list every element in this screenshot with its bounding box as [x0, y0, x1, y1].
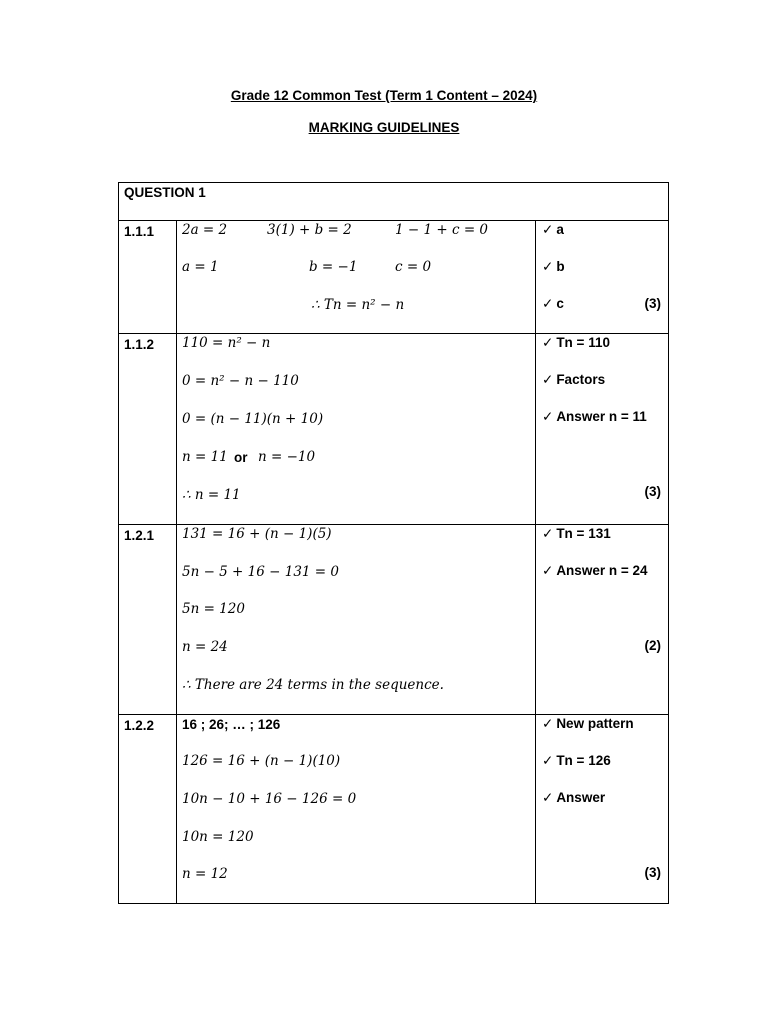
math-line: ∴ Tn = n² − n [311, 297, 405, 313]
question-number: 1.2.2 [119, 715, 177, 904]
mark-item: ✓ Answer n = 11 [542, 409, 647, 424]
mark-item: ✓ c [542, 296, 564, 311]
math-line: ∴ n = 11 [182, 487, 241, 503]
mark-total: (3) [644, 865, 662, 880]
working-cell [177, 715, 536, 904]
math-line: 10n = 120 [182, 829, 254, 845]
pattern-line: 16 ; 26; … ; 126 [182, 717, 281, 732]
marks-cell [536, 525, 669, 715]
check-icon: ✓ [542, 790, 554, 805]
mark-item: ✓ Factors [542, 372, 606, 387]
math-line: 5n = 120 [182, 601, 245, 617]
math-line: n = 11 [182, 449, 228, 465]
math-line: 0 = (n − 11)(n + 10) [182, 411, 324, 427]
question-heading: QUESTION 1 [119, 183, 669, 221]
math-line: 3(1) + b = 2 [267, 222, 352, 238]
math-line: ∴ There are 24 terms in the sequence. [182, 677, 444, 693]
check-icon: ✓ [542, 563, 554, 578]
check-icon: ✓ [542, 222, 554, 237]
math-line: 0 = n² − n − 110 [182, 373, 299, 389]
mark-item: ✓ Answer n = 24 [542, 563, 648, 578]
mark-total: (3) [644, 296, 662, 311]
document-subtitle: MARKING GUIDELINES [308, 120, 460, 135]
check-icon: ✓ [542, 409, 554, 424]
mark-item: ✓ b [542, 259, 565, 274]
check-icon: ✓ [542, 753, 554, 768]
marks-cell [536, 715, 669, 904]
check-icon: ✓ [542, 296, 554, 311]
table-row [119, 525, 669, 715]
question-number: 1.1.2 [119, 334, 177, 525]
math-line: 10n − 10 + 16 − 126 = 0 [182, 791, 357, 807]
math-line: 126 = 16 + (n − 1)(10) [182, 753, 341, 769]
math-line: 131 = 16 + (n − 1)(5) [182, 526, 332, 542]
mark-item: ✓ Tn = 131 [542, 526, 611, 541]
marking-table [118, 182, 669, 904]
mark-item: ✓ a [542, 222, 564, 237]
math-line: b = −1 [309, 259, 358, 275]
math-line: a = 1 [182, 259, 219, 275]
mark-item: ✓ Tn = 126 [542, 753, 611, 768]
or-text: or [234, 450, 248, 465]
check-icon: ✓ [542, 526, 554, 541]
math-line: 2a = 2 [182, 222, 228, 238]
check-icon: ✓ [542, 716, 554, 731]
table-row [119, 221, 669, 334]
working-cell [177, 334, 536, 525]
working-cell [177, 221, 536, 334]
question-number: 1.1.1 [119, 221, 177, 334]
math-line: n = −10 [258, 449, 316, 465]
mark-item: ✓ Answer [542, 790, 606, 805]
mark-total: (3) [644, 484, 662, 499]
math-line: 1 − 1 + c = 0 [395, 222, 489, 238]
question-number: 1.2.1 [119, 525, 177, 715]
check-icon: ✓ [542, 259, 554, 274]
math-line: 110 = n² − n [182, 335, 271, 351]
table-row [119, 334, 669, 525]
mark-item: ✓ Tn = 110 [542, 335, 610, 350]
marks-cell [536, 221, 669, 334]
marks-cell [536, 334, 669, 525]
math-line: n = 24 [182, 639, 228, 655]
check-icon: ✓ [542, 335, 554, 350]
check-icon: ✓ [542, 372, 554, 387]
math-line: 5n − 5 + 16 − 131 = 0 [182, 564, 339, 580]
document-title: Grade 12 Common Test (Term 1 Content – 2024) [230, 88, 538, 103]
mark-total: (2) [644, 638, 662, 653]
math-line: n = 12 [182, 866, 228, 882]
table-row [119, 715, 669, 904]
math-line: c = 0 [395, 259, 432, 275]
working-cell [177, 525, 536, 715]
mark-item: ✓ New pattern [542, 716, 634, 731]
